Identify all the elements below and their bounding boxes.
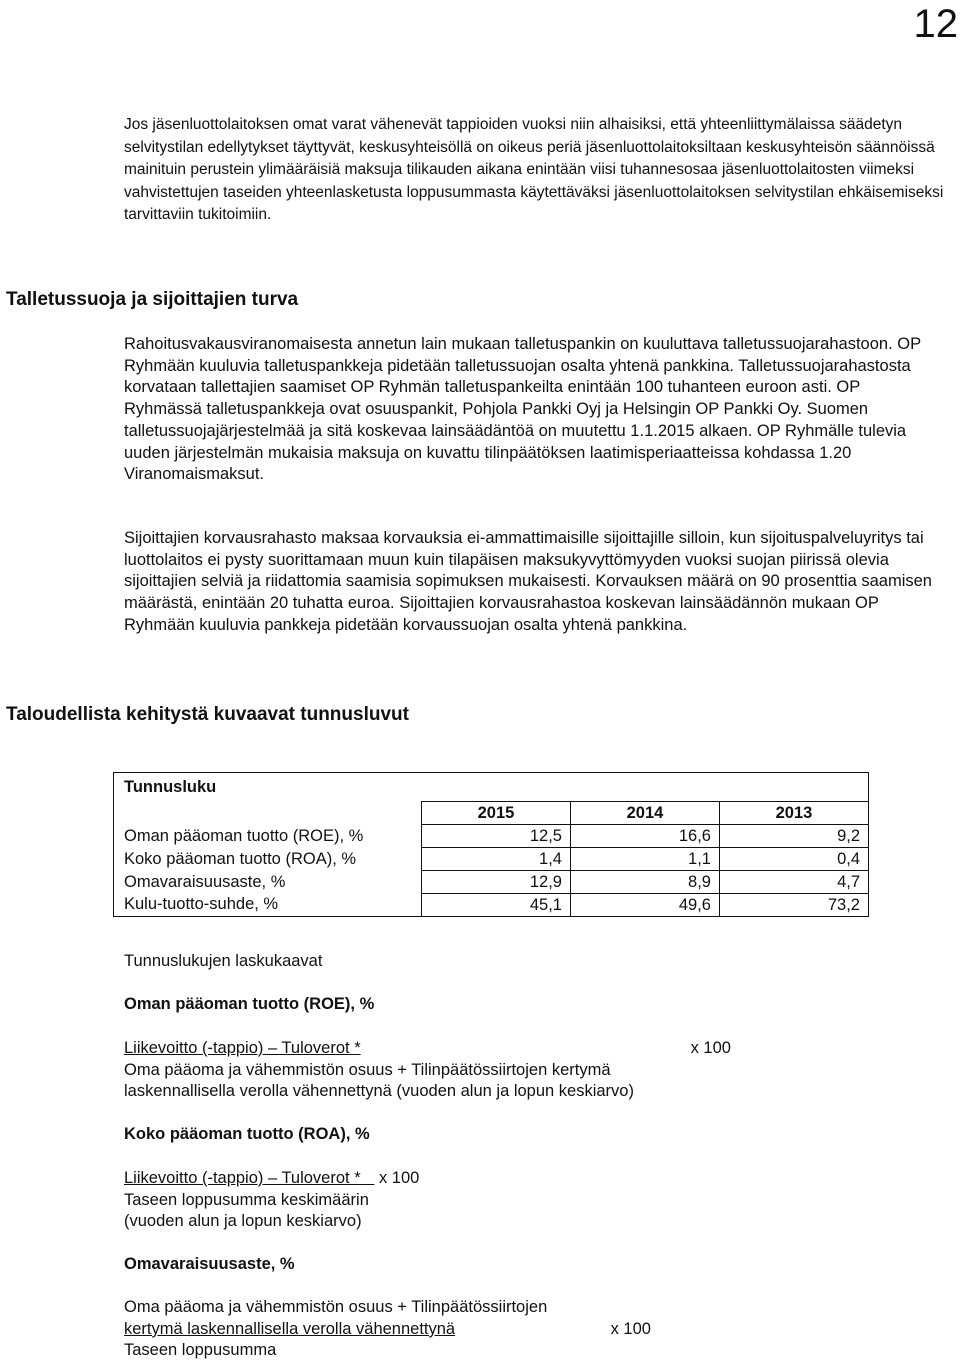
formula-equity-ratio: [124, 1297, 651, 1362]
table-cell: 1,1: [570, 848, 719, 871]
table-cell: 0,4: [719, 848, 868, 871]
row-label: Oman pääoman tuotto (ROE), %: [114, 825, 422, 848]
formula-denominator: Taseen loppusumma keskimäärin: [124, 1190, 369, 1209]
formula-title-equity-ratio: Omavaraisuusaste, %: [124, 1255, 295, 1273]
table-cell: 9,2: [719, 825, 868, 848]
table-header-row: [114, 802, 869, 825]
table-row: [114, 894, 869, 917]
formula-roa: [124, 1168, 419, 1233]
heading-deposit-guarantee: Talletussuoja ja sijoittajien turva: [6, 289, 299, 310]
formula-multiplier: x 100: [606, 1319, 651, 1338]
table-cell: 12,9: [422, 871, 571, 894]
paragraph-member-credit-institutions: Jos jäsenluottolaitoksen omat varat vähenevät tappioiden vuoksi niin alhaisiksi, että yhteenliittymälaissa säädetyn selvitystilan edellytykset täyttyvät, keskusyhteisöllä on oikeus periä jäsenluottolaitoksiltaan keskusyhteisön säännöissä mainituin perustein ylimääräisiä maksuja tilikauden aikana enintään viisi tuhannesosaa jäsenluottolaitosten viimeksi vahvistettujen taseiden yhteenlasketusta loppusummasta käytettäväksi jäsenluottolaitoksen selvitystilan ehkäisemiseksi tarvittaviin tukitoimiin.: [124, 116, 944, 223]
formula-denominator: (vuoden alun ja lopun keskiarvo): [124, 1212, 362, 1231]
formula-numerator: kertymä laskennallisella verolla vähennettynä: [124, 1319, 456, 1338]
table-cell: 1,4: [422, 848, 571, 871]
formula-title-roe: Oman pääoman tuotto (ROE), %: [124, 995, 375, 1013]
formula-denominator: laskennallisella verolla vähennettynä (vuoden alun ja lopun keskiarvo): [124, 1082, 634, 1101]
table-cell: 8,9: [570, 871, 719, 894]
row-label: Kulu-tuotto-suhde, %: [114, 894, 422, 917]
table-cell: 16,6: [570, 825, 719, 848]
formula-title-roa: Koko pääoman tuotto (ROA), %: [124, 1125, 370, 1143]
table-cell: 73,2: [719, 894, 868, 917]
table-cell: 45,1: [422, 894, 571, 917]
formula-numerator: Liikevoitto (-tappio) – Tuloverot *: [124, 1039, 361, 1057]
year-header: 2013: [719, 802, 868, 825]
formulas-intro: Tunnuslukujen laskukaavat: [124, 952, 323, 970]
formula-numerator: Liikevoitto (-tappio) – Tuloverot *: [124, 1169, 361, 1187]
table-row: [114, 871, 869, 894]
page-number: 12: [913, 2, 958, 46]
formula-multiplier: x 100: [686, 1039, 731, 1057]
formula-denominator: Taseen loppusumma: [124, 1341, 277, 1360]
formula-roe: [124, 1038, 731, 1103]
table-cell: 4,7: [719, 871, 868, 894]
row-label: Omavaraisuusaste, %: [114, 871, 422, 894]
paragraph-investor-compensation: Sijoittajien korvausrahasto maksaa korvauksia ei-ammattimaisille sijoittajille silloin, kun sijoituspalveluyritys tai luottolaitos ei pysty suorittamaan muun kuin tilapäisen maksukyvyttömyyden vuoksi suojan piirissä olevia sijoittajien selviä ja riidattomia saamisia sopimuksen mukaisesti. Korvauksen määrä on 90 prosenttia saamisen määrästä, enintään 20 tuhatta euroa. Sijoittajien korvausrahastoa koskevan lainsäädännön mukaan OP Ryhmään kuuluvia pankkeja pidetään korvaussuojan osalta yhtenä pankkina.: [124, 529, 932, 634]
table-row: [114, 848, 869, 871]
formula-denominator: Oma pääoma ja vähemmistön osuus + Tilinpäätössiirtojen kertymä: [124, 1060, 611, 1079]
year-header: 2014: [570, 802, 719, 825]
table-cell: 49,6: [570, 894, 719, 917]
table-title: Tunnusluku: [114, 773, 869, 802]
heading-key-ratios: Taloudellista kehitystä kuvaavat tunnusluvut: [6, 704, 409, 725]
table-row: [114, 825, 869, 848]
formula-numerator: Oma pääoma ja vähemmistön osuus + Tilinpäätössiirtojen: [124, 1298, 548, 1316]
key-ratios-table: [113, 772, 869, 917]
formula-multiplier: x 100: [374, 1169, 420, 1187]
paragraph-deposit-guarantee: Rahoitusvakausviranomaisesta annetun lain mukaan talletuspankin on kuuluttava talletussuojarahastoon. OP Ryhmään kuuluvia talletuspankkeja pidetään talletussuojan osalta yhtenä pankkina. Talletussuojarahastosta korvataan tallettajien saamiset OP Ryhmän talletuspankeilta enintään 100 tuhanteen euroon asti. OP Ryhmässä talletuspankkeja ovat osuuspankit, Pohjola Pankki Oyj ja Helsingin OP Pankki Oy. Suomen talletussuojajärjestelmää ja sitä koskevaa lainsäädäntöä on muutettu 1.1.2015 alkaen. OP Ryhmälle tulevia uuden järjestelmän mukaisia maksuja on kuvattu tilinpäätöksen laatimisperiaatteissa kohdassa 1.20 Viranomaismaksut.: [124, 335, 921, 484]
row-label: Koko pääoman tuotto (ROA), %: [114, 848, 422, 871]
table-cell: 12,5: [422, 825, 571, 848]
year-header: 2015: [422, 802, 571, 825]
